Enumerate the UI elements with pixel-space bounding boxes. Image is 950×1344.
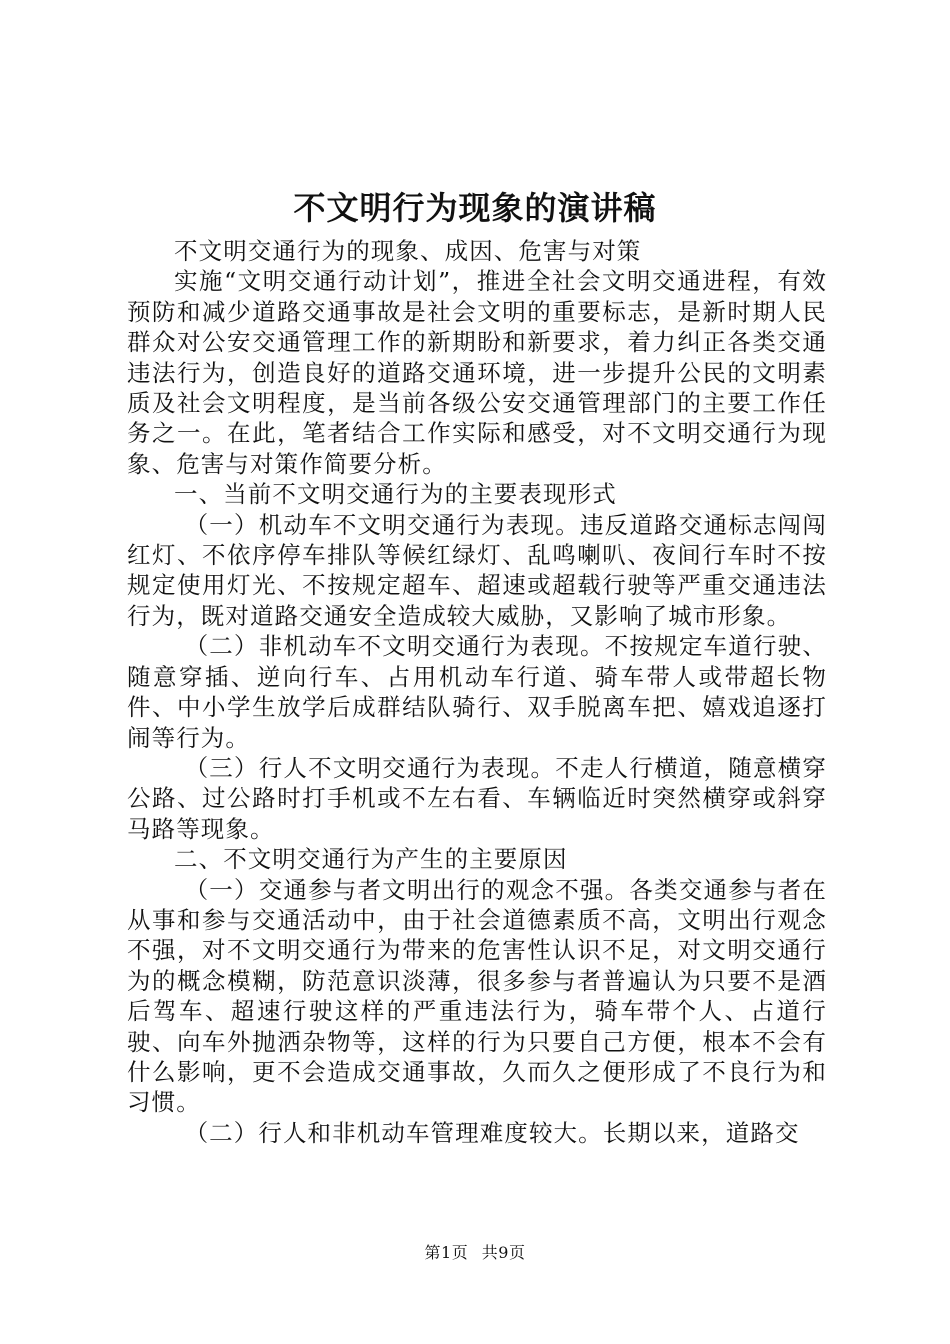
document-title: 不文明行为现象的演讲稿 <box>293 189 657 227</box>
body-paragraph: 实施“文明交通行动计划”，推进全社会文明交通进程，有效预防和减少道路交通事故是社会文明的重要标志，是新时期人民群众对公安交通管理工作的新期盼和新要求，着力纠正各类交通违法行为，创造良好的道路交通环境，进一步提升公民的文明素质及社会文明程度，是当前各级公安交通管理部门的主要工作任务之一。在此，笔者结合工作实际和感受，对不文明交通行为现象、危害与对策作简要分析。 <box>127 267 827 478</box>
page-total: 共9页 <box>481 1243 526 1262</box>
body-paragraph: （一）交通参与者文明出行的观念不强。各类交通参与者在从事和参与交通活动中，由于社会道德素质不高，文明出行观念不强，对不文明交通行为带来的危害性认识不足，对文明交通行为的概念模糊，防范意识淡薄，很多参与者普遍认为只要不是酒后驾车、超速行驶这样的严重违法行为，骑车带个人、占道行驶、向车外抛洒杂物等，这样的行为只要自己方便，根本不会有什么影响，更不会造成交通事故，久而久之便形成了不良行为和习惯。 <box>127 875 827 1117</box>
body-paragraph: （二）行人和非机动车管理难度较大。长期以来，道路交 <box>184 1118 800 1147</box>
body-paragraph: （三）行人不文明交通行为表现。不走人行横道，随意横穿公路、过公路时打手机或不左右看、车辆临近时突然横穿或斜穿马路等现象。 <box>127 753 827 843</box>
document-body <box>127 236 827 1148</box>
section-heading: 二、不文明交通行为产生的主要原因 <box>174 845 568 874</box>
body-paragraph: 不文明交通行为的现象、成因、危害与对策 <box>174 237 642 265</box>
body-paragraph: （一）机动车不文明交通行为表现。违反道路交通标志闯闯红灯、不依序停车排队等候红绿灯、乱鸣喇叭、夜间行车时不按规定使用灯光、不按规定超车、超速或超载行驶等严重交通违法行为，既对道路交通安全造成较大威胁，又影响了城市形象。 <box>127 510 827 630</box>
section-heading: 一、当前不文明交通行为的主要表现形式 <box>174 480 617 509</box>
page-footer <box>0 1242 950 1264</box>
page-number: 第1页 <box>424 1243 469 1262</box>
body-paragraph: （二）非机动车不文明交通行为表现。不按规定车道行驶、随意穿插、逆向行车、占用机动车行道、骑车带人或带超长物件、中小学生放学后成群结队骑行、双手脱离车把、嬉戏追逐打闹等行为。 <box>127 632 827 752</box>
